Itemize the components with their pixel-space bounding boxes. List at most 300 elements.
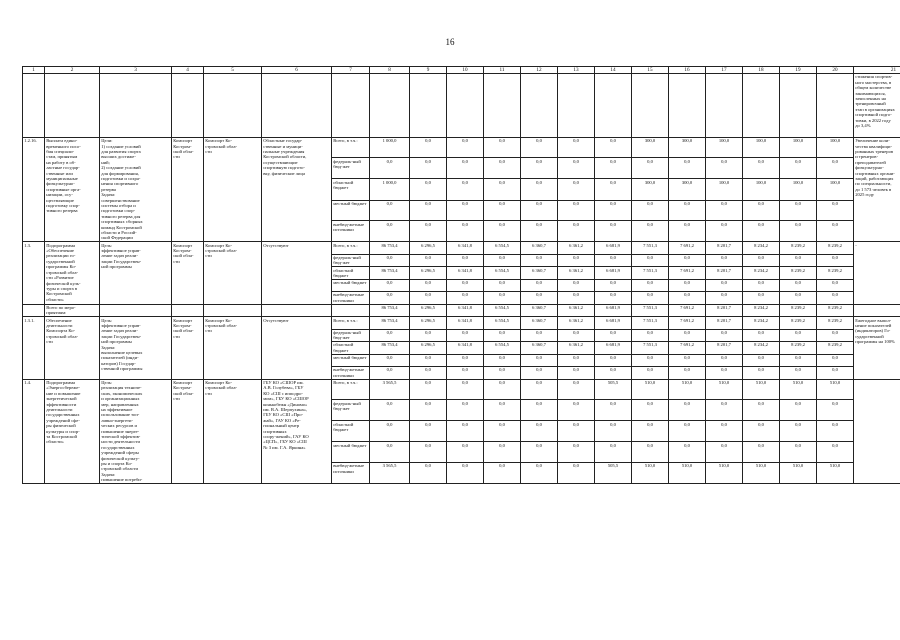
amount-cell: 0,0 — [595, 200, 632, 221]
amount-cell: 86 753,4 — [370, 342, 410, 355]
amount-cell: 0,0 — [632, 158, 669, 179]
total-amount: 7 551,3 — [632, 304, 669, 317]
amount-cell: 3 565,5 — [370, 379, 410, 400]
column-header: 3 — [100, 67, 172, 74]
amount-cell: 100,0 — [780, 179, 817, 200]
amount-cell: 510,0 — [817, 462, 854, 483]
column-header: 12 — [521, 67, 558, 74]
amount-cell: 0,0 — [632, 442, 669, 463]
amount-cell: 8 239,2 — [817, 317, 854, 329]
amount-cell: 0,0 — [484, 462, 521, 483]
amount-cell: 510,0 — [706, 379, 743, 400]
continuation-row — [23, 74, 900, 138]
amount-cell: 0,0 — [632, 354, 669, 366]
empty-cell — [172, 74, 204, 138]
amount-cell: 0,0 — [669, 200, 706, 221]
expected-result: - — [854, 242, 900, 304]
empty-cell — [23, 304, 45, 317]
amount-cell: 510,0 — [632, 379, 669, 400]
empty-cell — [669, 74, 706, 138]
amount-cell: 0,0 — [484, 137, 521, 158]
amount-cell: 0,0 — [484, 329, 521, 342]
total-row — [23, 304, 900, 317]
amount-cell: 510,0 — [780, 379, 817, 400]
amount-cell: 0,0 — [669, 292, 706, 305]
empty-cell — [484, 74, 521, 138]
amount-cell: 0,0 — [669, 221, 706, 242]
amount-cell: 0,0 — [521, 292, 558, 305]
amount-cell: 0,0 — [558, 421, 595, 442]
amount-cell: 6 681,9 — [595, 242, 632, 254]
amount-cell: 6 681,9 — [595, 342, 632, 355]
total-amount: 8 239,2 — [817, 304, 854, 317]
responsible-executor: Комспорт Костром- ской обла- сти — [172, 137, 204, 242]
funding-source: федераль-ный бюд-жет — [332, 158, 370, 179]
amount-cell: 0,0 — [595, 179, 632, 200]
amount-cell: 510,0 — [780, 462, 817, 483]
amount-cell: 0,0 — [521, 400, 558, 421]
amount-cell: 8 239,2 — [817, 267, 854, 280]
amount-cell: 0,0 — [370, 442, 410, 463]
amount-cell: 0,0 — [410, 329, 447, 342]
column-header: 18 — [743, 67, 780, 74]
total-label: Всего по меро- приятиям: — [45, 304, 100, 317]
amount-cell: 0,0 — [669, 254, 706, 267]
amount-cell: 0,0 — [780, 292, 817, 305]
amount-cell: 6 361,2 — [558, 267, 595, 280]
table-body — [23, 67, 900, 484]
amount-cell: 0,0 — [558, 279, 595, 291]
amount-cell: 300,0 — [669, 179, 706, 200]
amount-cell: 0,0 — [521, 179, 558, 200]
amount-cell: 0,0 — [780, 158, 817, 179]
amount-cell: 0,0 — [370, 254, 410, 267]
amount-cell: 0,0 — [632, 200, 669, 221]
column-header: 21 — [854, 67, 900, 74]
empty-cell — [370, 74, 410, 138]
funding-source: внебюд-жетные источники — [332, 366, 370, 379]
funding-source: внебюд-жетные источники — [332, 292, 370, 305]
amount-cell: 6 361,2 — [558, 317, 595, 329]
co-executor: Комспорт Ко- стромской обла- сти — [204, 379, 262, 484]
funding-source: внебюд-жетные источники — [332, 221, 370, 242]
amount-cell: 0,0 — [447, 400, 484, 421]
total-amount: 6 681,9 — [595, 304, 632, 317]
amount-cell: 8 239,2 — [780, 242, 817, 254]
funding-source: Всего, в т.ч.: — [332, 379, 370, 400]
amount-cell: 0,0 — [521, 329, 558, 342]
amount-cell: 0,0 — [595, 158, 632, 179]
amount-cell: 0,0 — [632, 400, 669, 421]
amount-cell: 0,0 — [743, 421, 780, 442]
amount-cell: 6 296,5 — [410, 317, 447, 329]
amount-cell: 0,0 — [484, 221, 521, 242]
amount-cell: 0,0 — [521, 462, 558, 483]
total-amount: 6 554,5 — [484, 304, 521, 317]
amount-cell: 0,0 — [558, 292, 595, 305]
item-name: Обеспечение деятельности Комспорта Ко- стромской обла- сти — [45, 317, 100, 379]
funding-source: федераль-ный бюд-жет — [332, 254, 370, 267]
amount-cell: 300,0 — [632, 137, 669, 158]
amount-cell: 0,0 — [558, 354, 595, 366]
item-goal: Цель: эффективное управ- ление задач реали- зации Государствен- ной программы — [100, 242, 172, 304]
empty-cell — [45, 74, 100, 138]
empty-cell — [817, 74, 854, 138]
amount-cell: 3 565,5 — [370, 462, 410, 483]
amount-cell: 0,0 — [410, 462, 447, 483]
participants: Отсутствуют — [262, 317, 332, 379]
amount-cell: 0,0 — [632, 279, 669, 291]
amount-cell: 0,0 — [521, 221, 558, 242]
amount-cell: 0,0 — [447, 179, 484, 200]
amount-cell: 6 341,8 — [447, 242, 484, 254]
total-amount: 7 691,2 — [669, 304, 706, 317]
amount-cell: 6 341,8 — [447, 317, 484, 329]
amount-cell: 0,0 — [521, 421, 558, 442]
total-amount: 6 360,7 — [521, 304, 558, 317]
amount-cell: 7 551,3 — [632, 342, 669, 355]
amount-cell: 0,0 — [817, 442, 854, 463]
empty-cell — [172, 304, 204, 317]
amount-cell: 8 239,2 — [817, 242, 854, 254]
co-executor: Комспорт Ко- стромской обла- сти — [204, 137, 262, 242]
amount-cell: 6 360,7 — [521, 242, 558, 254]
column-header: 20 — [817, 67, 854, 74]
amount-cell: 0,0 — [706, 279, 743, 291]
amount-cell: 505,5 — [595, 379, 632, 400]
amount-cell: 0,0 — [669, 421, 706, 442]
column-header: 15 — [632, 67, 669, 74]
amount-cell: 0,0 — [817, 200, 854, 221]
amount-cell: 7 551,3 — [632, 317, 669, 329]
amount-cell: 0,0 — [743, 221, 780, 242]
amount-cell: 0,0 — [410, 379, 447, 400]
amount-cell: 510,0 — [706, 462, 743, 483]
amount-cell: 510,0 — [743, 462, 780, 483]
amount-cell: 0,0 — [595, 366, 632, 379]
amount-cell: 0,0 — [595, 221, 632, 242]
total-amount: 8 234,2 — [743, 304, 780, 317]
amount-cell: 0,0 — [706, 366, 743, 379]
amount-cell: 0,0 — [743, 329, 780, 342]
amount-cell: 6 360,7 — [521, 342, 558, 355]
amount-cell: 0,0 — [632, 254, 669, 267]
total-amount: 8 239,2 — [780, 304, 817, 317]
amount-cell: 0,0 — [447, 279, 484, 291]
amount-cell: 0,0 — [370, 221, 410, 242]
amount-cell: 0,0 — [410, 200, 447, 221]
amount-cell: 0,0 — [484, 354, 521, 366]
amount-cell: 0,0 — [669, 354, 706, 366]
amount-cell: 300,0 — [669, 137, 706, 158]
amount-cell: 100,0 — [706, 137, 743, 158]
amount-cell: 7 691,2 — [669, 267, 706, 280]
amount-cell: 0,0 — [410, 137, 447, 158]
amount-cell: 0,0 — [410, 442, 447, 463]
amount-cell: 0,0 — [706, 400, 743, 421]
amount-cell: 0,0 — [447, 221, 484, 242]
amount-cell: 0,0 — [558, 400, 595, 421]
amount-cell: 0,0 — [447, 442, 484, 463]
empty-cell — [595, 74, 632, 138]
empty-cell — [558, 74, 595, 138]
amount-cell: 0,0 — [743, 442, 780, 463]
funding-source: Всего, в т.ч.: — [332, 137, 370, 158]
column-header: 13 — [558, 67, 595, 74]
amount-cell: 6 296,5 — [410, 267, 447, 280]
amount-cell: 8 201,7 — [706, 267, 743, 280]
funding-source: областной бюджет — [332, 267, 370, 280]
amount-cell: 0,0 — [780, 442, 817, 463]
amount-cell: 0,0 — [558, 366, 595, 379]
expected-result: Ежегодное выпол- нение показателей (индикаторов) Го- сударственной программы на 100% — [854, 317, 900, 379]
amount-cell: 0,0 — [817, 254, 854, 267]
expected-result: Увеличение коли- чества квалифици- рованных тренеров и тренеров- преподавателей физкультурно- спортивных органи- заций, работающих по специальности, до 1 573 человек в 2025 году — [854, 137, 900, 242]
table-row — [23, 137, 900, 158]
amount-cell: 0,0 — [521, 137, 558, 158]
amount-cell: 0,0 — [706, 158, 743, 179]
funding-source: федераль-ный бюд-жет — [332, 400, 370, 421]
total-amount: 6 296,5 — [410, 304, 447, 317]
amount-cell: 0,0 — [521, 379, 558, 400]
amount-cell: 0,0 — [706, 442, 743, 463]
amount-cell: 0,0 — [410, 158, 447, 179]
responsible-executor: Комспорт Костром- ской обла- сти — [172, 317, 204, 379]
amount-cell: 6 554,5 — [484, 267, 521, 280]
amount-cell: 0,0 — [595, 279, 632, 291]
table-row — [23, 379, 900, 400]
amount-cell: 0,0 — [521, 442, 558, 463]
amount-cell: 0,0 — [595, 442, 632, 463]
amount-cell: 0,0 — [780, 366, 817, 379]
amount-cell: 0,0 — [410, 366, 447, 379]
amount-cell: 6 360,7 — [521, 317, 558, 329]
amount-cell: 1 000,0 — [370, 179, 410, 200]
amount-cell: 0,0 — [558, 329, 595, 342]
column-header: 14 — [595, 67, 632, 74]
program-table — [22, 66, 900, 484]
column-header: 10 — [447, 67, 484, 74]
amount-cell: 0,0 — [706, 354, 743, 366]
amount-cell: 0,0 — [595, 137, 632, 158]
amount-cell: 0,0 — [521, 158, 558, 179]
amount-cell: 0,0 — [706, 221, 743, 242]
amount-cell: 8 201,7 — [706, 242, 743, 254]
item-number: 1.3.1. — [23, 317, 45, 379]
amount-cell: 0,0 — [743, 400, 780, 421]
empty-cell — [706, 74, 743, 138]
page-number: 16 — [445, 37, 455, 47]
amount-cell: 0,0 — [632, 221, 669, 242]
amount-cell: 0,0 — [484, 366, 521, 379]
amount-cell: 86 753,4 — [370, 267, 410, 280]
amount-cell: 0,0 — [447, 254, 484, 267]
amount-cell: 100,0 — [743, 137, 780, 158]
amount-cell: 0,0 — [447, 354, 484, 366]
amount-cell: 0,0 — [743, 158, 780, 179]
amount-cell: 8 239,2 — [780, 342, 817, 355]
amount-cell: 8 239,2 — [780, 317, 817, 329]
amount-cell: 100,0 — [817, 179, 854, 200]
amount-cell: 0,0 — [780, 400, 817, 421]
amount-cell: 100,0 — [817, 137, 854, 158]
amount-cell: 0,0 — [410, 421, 447, 442]
amount-cell: 1 000,0 — [370, 137, 410, 158]
amount-cell: 0,0 — [484, 421, 521, 442]
funding-source: местный бюджет — [332, 354, 370, 366]
empty-cell — [204, 304, 262, 317]
amount-cell: 6 681,9 — [595, 317, 632, 329]
amount-cell: 6 296,5 — [410, 342, 447, 355]
amount-cell: 0,0 — [706, 329, 743, 342]
column-header: 19 — [780, 67, 817, 74]
amount-cell: 0,0 — [632, 292, 669, 305]
amount-cell: 0,0 — [370, 366, 410, 379]
amount-cell: 100,0 — [743, 179, 780, 200]
amount-cell: 0,0 — [370, 158, 410, 179]
amount-cell: 0,0 — [743, 279, 780, 291]
amount-cell: 0,0 — [558, 462, 595, 483]
amount-cell: 0,0 — [817, 400, 854, 421]
amount-cell: 86 753,4 — [370, 242, 410, 254]
funding-source: областной бюджет — [332, 342, 370, 355]
amount-cell: 0,0 — [669, 400, 706, 421]
column-header: 5 — [204, 67, 262, 74]
amount-cell: 6 341,8 — [447, 267, 484, 280]
amount-cell: 0,0 — [632, 329, 669, 342]
column-header: 8 — [370, 67, 410, 74]
responsible-executor: Комспорт Костром- ской обла- сти — [172, 379, 204, 484]
co-executor: Комспорт Ко- стромской обла- сти — [204, 242, 262, 304]
total-amount: 8 201,7 — [706, 304, 743, 317]
total-amount: 6 341,8 — [447, 304, 484, 317]
amount-cell: 0,0 — [447, 366, 484, 379]
amount-cell: 8 234,2 — [743, 317, 780, 329]
amount-cell: 7 691,2 — [669, 317, 706, 329]
amount-cell: 0,0 — [558, 221, 595, 242]
item-name: Подпрограмма «Обеспечение реализации го- сударственной программы Ко- стромской обла- сти «Развитие физической куль- туры и спорта в Костромской области» — [45, 242, 100, 304]
column-header: 6 — [262, 67, 332, 74]
amount-cell: 0,0 — [410, 354, 447, 366]
amount-cell: 510,0 — [817, 379, 854, 400]
amount-cell: 6 341,8 — [447, 342, 484, 355]
amount-cell: 0,0 — [484, 200, 521, 221]
empty-cell — [521, 74, 558, 138]
column-header: 4 — [172, 67, 204, 74]
amount-cell: 0,0 — [817, 292, 854, 305]
participants: ГБУ КО «СШОР им. А.В. Голубева», ГБУ КО «СШ с ипподро- мом», ГБУ КО «СШОР конькобежн «Динамо» им. В.А. Шерпухина», ГБУ КО «СШ «Про- жай», ГАУ КО «Ре- гиональный центр спортивных соору-жений», ГАУ КО «ЦСП», ГБУ КО «СШ № 3 им. Г.А. Яркина» — [262, 379, 332, 484]
column-header: 11 — [484, 67, 521, 74]
item-number: 1.3. — [23, 242, 45, 304]
amount-cell: 0,0 — [632, 421, 669, 442]
funding-source: областной бюджет — [332, 421, 370, 442]
column-header: 16 — [669, 67, 706, 74]
empty-cell — [743, 74, 780, 138]
amount-cell: 510,0 — [669, 379, 706, 400]
item-name: Выплата едино- временного посо- бия специали- стам, принятым на работу в об- ластные государ- ственные или муниципальные физкультурно- спортивные орга- низации, осу- ществляющие подготовку спор- тивного резерва — [45, 137, 100, 242]
amount-cell: 0,0 — [817, 354, 854, 366]
amount-cell: 0,0 — [595, 400, 632, 421]
amount-cell: 0,0 — [484, 400, 521, 421]
amount-cell: 0,0 — [817, 329, 854, 342]
funding-source: местный бюджет — [332, 200, 370, 221]
amount-cell: 0,0 — [484, 292, 521, 305]
empty-cell — [100, 304, 172, 317]
amount-cell: 6 361,2 — [558, 342, 595, 355]
amount-cell: 0,0 — [743, 354, 780, 366]
amount-cell: 7 691,2 — [669, 242, 706, 254]
amount-cell: 0,0 — [410, 292, 447, 305]
amount-cell: 0,0 — [558, 254, 595, 267]
amount-cell: 0,0 — [595, 329, 632, 342]
item-number: 1.2.16. — [23, 137, 45, 242]
empty-cell — [632, 74, 669, 138]
amount-cell: 0,0 — [410, 179, 447, 200]
amount-cell: 0,0 — [743, 200, 780, 221]
amount-cell: 0,0 — [595, 292, 632, 305]
amount-cell: 0,0 — [558, 137, 595, 158]
amount-cell: 0,0 — [521, 366, 558, 379]
amount-cell: 0,0 — [370, 292, 410, 305]
amount-cell: 0,0 — [669, 279, 706, 291]
item-goal: Цель: эффективное управ- ление задач реали- зации Государствен- ной программы Задача: выполнение целевых показателей (инди- каторов) Государ- ственной программы — [100, 317, 172, 379]
amount-cell: 100,0 — [706, 179, 743, 200]
amount-cell: 7 691,2 — [669, 342, 706, 355]
amount-cell: 0,0 — [743, 254, 780, 267]
amount-cell: 0,0 — [706, 254, 743, 267]
amount-cell: 86 753,4 — [370, 317, 410, 329]
empty-cell — [854, 304, 900, 317]
empty-cell — [262, 304, 332, 317]
amount-cell: 0,0 — [521, 354, 558, 366]
empty-cell — [410, 74, 447, 138]
amount-cell: 0,0 — [669, 442, 706, 463]
amount-cell: 7 551,3 — [632, 267, 669, 280]
amount-cell: 0,0 — [817, 366, 854, 379]
funding-source: Всего, в т.ч.: — [332, 317, 370, 329]
amount-cell: 0,0 — [447, 329, 484, 342]
amount-cell: 6 554,5 — [484, 317, 521, 329]
amount-cell: 100,0 — [780, 137, 817, 158]
amount-cell: 0,0 — [817, 158, 854, 179]
expected-result — [854, 379, 900, 484]
amount-cell: 0,0 — [558, 179, 595, 200]
table-row — [23, 242, 900, 254]
empty-cell — [23, 74, 45, 138]
co-executor: Комспорт Ко- стромской обла- сти — [204, 317, 262, 379]
amount-cell: 300,0 — [632, 179, 669, 200]
empty-cell — [204, 74, 262, 138]
amount-cell: 0,0 — [558, 200, 595, 221]
amount-cell: 0,0 — [669, 158, 706, 179]
amount-cell: 0,0 — [410, 279, 447, 291]
amount-cell: 0,0 — [669, 329, 706, 342]
item-name: Подпрограмма «Энергосбереже- ние и повышение энергетической эффективности деятельности государственных учреждений сфе- ры физической культуры и спор- та Костромской области» — [45, 379, 100, 484]
amount-cell: 0,0 — [780, 254, 817, 267]
funding-source: внебюд-жетные источники — [332, 462, 370, 483]
empty-cell — [100, 74, 172, 138]
funding-source: Всего, в т.ч.: — [332, 242, 370, 254]
amount-cell: 0,0 — [780, 354, 817, 366]
amount-cell: 0,0 — [370, 329, 410, 342]
amount-cell: 0,0 — [706, 200, 743, 221]
amount-cell: 8 239,2 — [817, 342, 854, 355]
column-header: 17 — [706, 67, 743, 74]
amount-cell: 6 681,9 — [595, 267, 632, 280]
amount-cell: 0,0 — [706, 292, 743, 305]
column-header: 9 — [410, 67, 447, 74]
header-row — [23, 67, 900, 74]
